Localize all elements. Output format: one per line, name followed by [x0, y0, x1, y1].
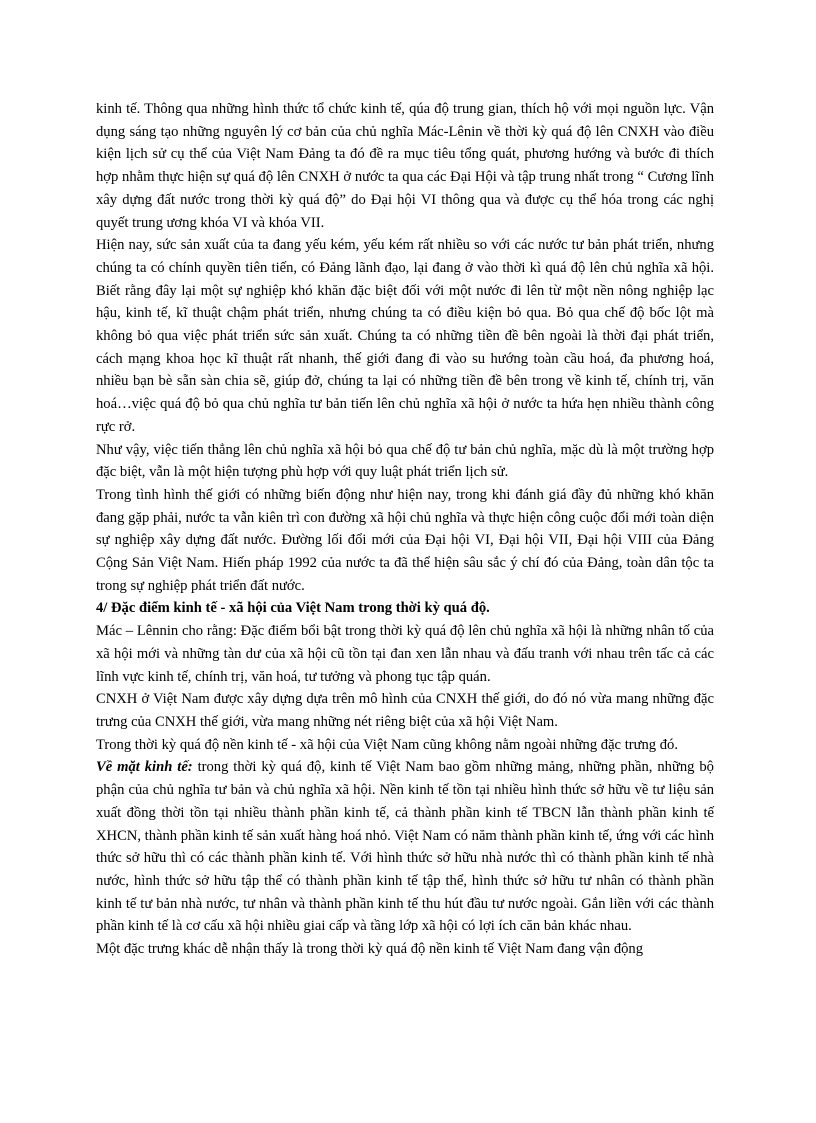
document-page: [96, 98, 714, 961]
paragraph-world-situation: Trong tình hình thế giới có những biến động như hiện nay, trong khi đánh giá đầy đủ những khó khăn đang gặp phải, nước ta vẫn kiên trì con đường xã hội chủ nghĩa và thực hiện công cuộc đổi mới toàn diện sự nghiệp xây dựng đất nước. Đường lối đổi mới của Đại hội VI, Đại hội VII, Đại hội VIII của Đảng Cộng Sản Việt Nam. Hiến pháp 1992 của nước ta đã thể hiện sâu sắc ý chí đó của Đảng, toàn dân tộc ta trong sự nghiệp phát triển đất nước.: [96, 486, 714, 594]
paragraph-transition-features: Trong thời kỳ quá độ nền kinh tế - xã hội của Việt Nam cũng không nằm ngoài những đặc trưng đó.: [96, 736, 678, 753]
economic-aspect-lead: Về mặt kinh tế:: [96, 759, 193, 776]
section-heading: 4/ Đặc điểm kinh tế - xã hội của Việt Nam trong thời kỳ quá độ.: [96, 600, 490, 617]
paragraph-current-situation: Hiện nay, sức sản xuất của ta đang yếu kém, yếu kém rất nhiều so với các nước tư bản phát triển, nhưng chúng ta có chính quyền tiên tiến, có Đảng lãnh đạo, lại đang ở vào thời kì quá độ lên chủ nghĩa xã hội. Biết rằng đây lại một sự nghiệp khó khăn đặc biệt đối với một nước đi lên từ một nền nông nghiệp lạc hậu, kinh tế, kĩ thuật chậm phát triển, nhưng chúng ta có điều kiện bỏ qua. Bỏ qua chế độ bốc lột mà không bỏ qua việc phát triển sức sản xuất. Chúng ta có những tiền đề bên ngoài là thời đại phát triển, cách mạng khoa học kĩ thuật rất nhanh, thế giới đang đi vào su hướng toàn cầu hoá, đa phương hoá, nhiều bạn bè sẵn sàn chia sẽ, giúp đở, chúng ta lại có những tiền đề bên trong về kinh tế, chính trị, văn hoá…việc quá độ bỏ qua chủ nghĩa tư bản tiến lên chủ nghĩa xã hội ở nước ta hứa hẹn nhiều thành công rực rở.: [96, 237, 714, 435]
economic-aspect-body: trong thời kỳ quá độ, kinh tế Việt Nam bao gồm những mảng, những phần, những bộ phận của chủ nghĩa tư bản và chủ nghĩa xã hội. Nền kinh tế tồn tại nhiều hình thức sở hữu về tư liệu sản xuất đồng thời tồn tại nhiều thành phần kinh tế, cả thành phần kinh tế TBCN lẫn thành phần kinh tế XHCN, thành phần kinh tế sản xuất hàng hoá nhỏ. Việt Nam có năm thành phần kinh tế, ứng với các hình thức sở hữu thì có các thành phần kinh tế. Với hình thức sở hữu nhà nước thì có thành phần kinh tế nhà nước, hình thức sở hữu tập thể có thành phần kinh tế tập thể, hình thức sở hữu tư nhân có thành phần kinh tế tư bản nhà nước, tư nhân và thành phần kinh tế thu hút đầu tư nước ngoài. Gắn liền với các thành phần kinh tế là cơ cấu xã hội nhiều giai cấp và tầng lớp xã hội có lợi ích căn bản khác nhau.: [96, 759, 714, 935]
paragraph-another-feature: Một đặc trưng khác dễ nhận thấy là trong thời kỳ quá độ nền kinh tế Việt Nam đang vận động: [96, 941, 644, 958]
paragraph-marx-lenin: Mác – Lênnin cho rằng: Đặc điểm bổi bật trong thời kỳ quá độ lên chủ nghĩa xã hội là những nhân tố của xã hội mới và những tàn dư của xã hội cũ tồn tại đan xen lẫn nhau và đấu tranh với nhau trên tấc cả các lĩnh vực kinh tế, chính trị, văn hoá, tư tưởng và phong tục tập quán.: [96, 623, 714, 685]
paragraph-economic-aspect: [96, 756, 714, 938]
paragraph-cnxh-model: CNXH ở Việt Nam được xây dựng dựa trên mô hình của CNXH thế giới, do đó nó vừa mang những đặc trưng của CNXH thế giới, vừa mang những nét riêng biệt của xã hội Việt Nam.: [96, 691, 714, 730]
paragraph-conclusion: Như vậy, việc tiến thẳng lên chủ nghĩa xã hội bỏ qua chế độ tư bản chủ nghĩa, mặc dù là một trường hợp đặc biệt, vẫn là một hiện tượng phù hợp với quy luật phát triển lịch sử.: [96, 441, 714, 481]
paragraph-continuation: kinh tế. Thông qua những hình thức tổ chức kinh tế, qúa độ trung gian, thích hộ với mọi nguồn lực. Vận dụng sáng tạo những nguyên lý cơ bản của chủ nghĩa Mác-Lênin về thời kỳ quá độ lên CNXH vào điều kiện lịch sử cụ thể của Việt Nam Đảng ta đó đề ra mục tiêu tổng quát, phương hướng và bước đi thích hợp nhằm thực hiện sự quá độ lên CNXH ở nước ta qua các Đại Hội và tập trung nhất trong “ Cương lĩnh xây dựng đất nước trong thời kỳ quá độ” do Đại hội VI thông qua và được cụ thể hóa trong các nghị quyết trung ương khóa VI và khóa VII.: [96, 101, 714, 231]
